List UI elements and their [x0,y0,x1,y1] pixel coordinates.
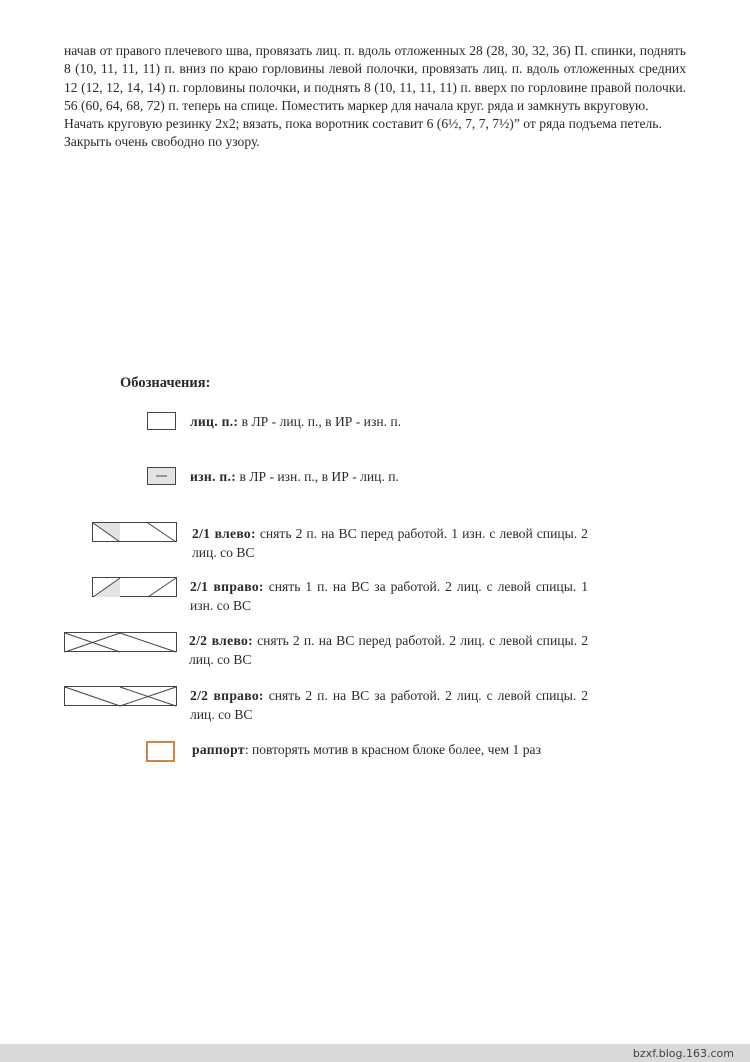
legend-term: раппорт [192,742,245,757]
legend-text: снять 1 п. на ВС за работой. 2 лиц. с левой спицы. 1 изн. со ВС [190,579,588,613]
legend-text: снять 2 п. на ВС перед работой. 1 изн. с левой спицы. 2 лиц. со ВС [192,526,588,560]
instruction-paragraph-2: Начать круговую резинку 2х2; вязать, пока воротник составит 6 (6½, 7, 7, 7½)” от ряда подъема петель. [64,116,662,132]
legend-term: 2/2 вправо: [190,688,264,703]
legend-item-cable-2-2-right [190,686,588,724]
legend-term: 2/2 влево: [189,633,253,648]
instruction-paragraph-3: Закрыть очень свободно по узору. [64,134,260,150]
legend-text: снять 2 п. на ВС перед работой. 2 лиц. с левой спицы. 2 лиц. со ВС [189,633,588,667]
legend-item-knit [190,412,590,431]
cable-2-1-left-icon [92,522,178,543]
purl-square-icon [147,467,177,486]
legend-text: в ЛР - изн. п., в ИР - лиц. п. [236,469,399,484]
instruction-paragraph-1: начав от правого плечевого шва, провязать лиц. п. вдоль отложенных 28 (28, 30, 32, 36) П. спинки, поднять 8 (10, 11, 11, 11) п. вниз по краю горловины левой полочки, провязать лиц. п. вдоль отложенных средних 12 (12, 12, 14, 14) п. горловины полочки, и поднять 8 (10, 11, 11, 11) п. вверх по горловине правой полочки. 56 (60, 64, 68, 72) п. теперь на спице. Поместить маркер для начала круг. ряда и замкнуть вкруговую. [64,43,686,113]
legend-term: 2/1 вправо: [190,579,264,594]
repeat-box-icon [146,741,176,763]
legend-item-purl [190,467,590,486]
legend-item-cable-2-1-left [192,524,588,562]
legend-item-cable-2-2-left [189,631,588,669]
legend-text: : повторять мотив в красном блоке более, чем 1 раз [244,742,541,757]
legend-item-cable-2-1-right [190,577,588,615]
watermark: bzxf.blog.163.com [632,1047,734,1060]
legend-text: в ЛР - лиц. п., в ИР - изн. п. [238,414,402,429]
instructions-text [64,42,686,152]
cable-2-2-right-icon [64,686,178,707]
legend-item-repeat [192,740,582,759]
cable-2-1-right-icon [92,577,178,598]
legend-term: 2/1 влево: [192,526,256,541]
legend-term: изн. п.: [190,469,237,484]
knit-square-icon [147,412,177,431]
legend-title: Обозначения: [120,375,211,391]
legend-text: снять 2 п. на ВС за работой. 2 лиц. с левой спицы. 2 лиц. со ВС [190,688,588,722]
cable-2-2-left-icon [64,632,178,653]
legend-term: лиц. п.: [190,414,239,429]
